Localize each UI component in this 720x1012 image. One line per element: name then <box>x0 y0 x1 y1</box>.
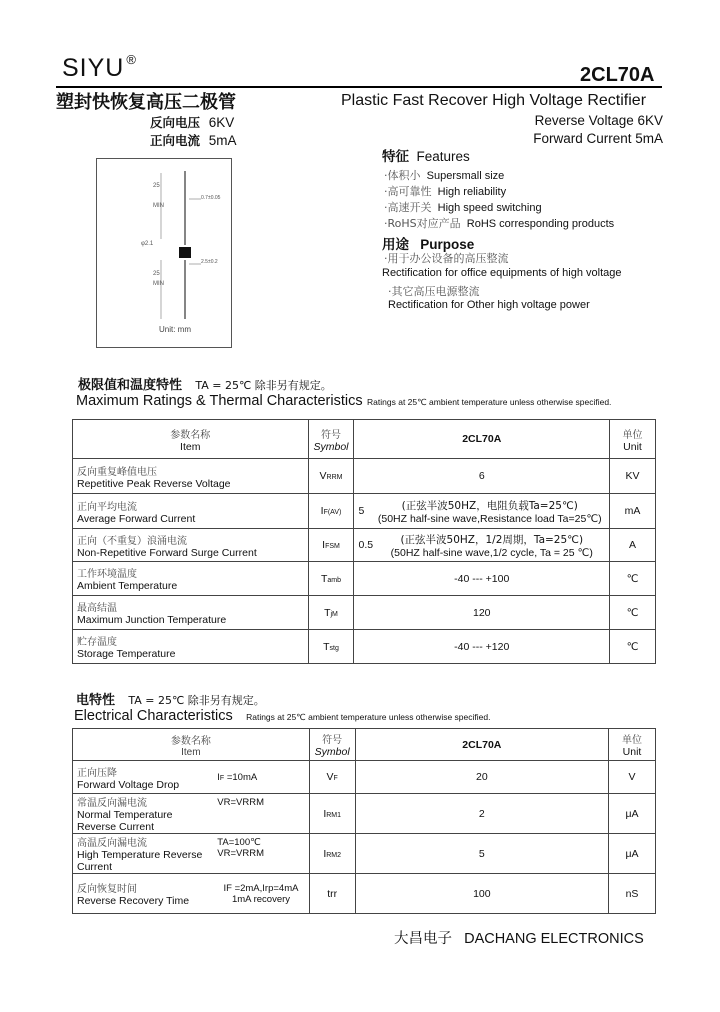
condition-cn: (正弦半波50HZ，1/2周期，Ta=25℃) <box>400 533 584 546</box>
symbol-cell <box>308 630 354 664</box>
symbol-main: T <box>324 606 331 619</box>
condition-cell: TA=100℃ VR=VRRM <box>213 834 309 874</box>
symbol-main: I <box>320 505 324 517</box>
symbol-cell <box>309 794 355 834</box>
electrical-cond-cn: TA = 25℃ 除非另有规定。 <box>128 694 265 707</box>
header-param-en: Item <box>181 746 201 758</box>
header-param-cn: 参数名称 <box>170 735 211 747</box>
param-cn: 工作环境温度 <box>77 569 137 580</box>
param-cn: 高温反向漏电流 <box>77 838 147 849</box>
header-unit <box>609 729 656 761</box>
symbol-sub: RM1 <box>326 811 342 819</box>
table-row <box>73 562 656 596</box>
electrical-title-en: Electrical Characteristics <box>74 708 233 724</box>
symbol-main: I <box>323 807 327 820</box>
feature-item <box>384 199 542 215</box>
header-param-en: Item <box>180 440 201 453</box>
symbol-cell <box>308 494 354 529</box>
symbol-cell <box>308 596 354 630</box>
param-en: Normal Temperature Reverse Current <box>77 809 173 833</box>
value-cell <box>354 494 610 529</box>
param-cell <box>73 494 309 529</box>
table-row <box>73 596 656 630</box>
forward-current-cn <box>150 131 237 149</box>
param-cn: 反向恢复时间 <box>77 884 137 895</box>
symbol-sub: amb <box>327 576 342 584</box>
param-cn: 正向（不重复）浪涌电流 <box>77 535 187 547</box>
electrical-title-cn-row <box>76 689 265 709</box>
param-cell <box>73 874 214 914</box>
symbol-cell <box>308 562 354 596</box>
unit-cell: μA <box>609 834 656 874</box>
table-row <box>73 529 656 562</box>
param-cell <box>73 562 309 596</box>
symbol-cell <box>309 874 355 914</box>
unit-cell: ℃ <box>610 596 656 630</box>
symbol-cell <box>309 761 355 794</box>
param-cell <box>73 761 214 794</box>
condition-cell <box>213 761 309 794</box>
condition-en: (50HZ half-sine wave,1/2 cycle, Ta = 25 ℃) <box>390 546 593 559</box>
forward-current-cn-value: 5mA <box>208 133 237 148</box>
feature-item <box>384 167 504 183</box>
param-en: Maximum Junction Temperature <box>77 614 227 626</box>
value-cell: 100 <box>355 874 608 914</box>
symbol-cell <box>308 459 354 494</box>
param-cell <box>73 630 309 664</box>
symbol-main: I <box>322 539 326 551</box>
condition-line2: 1mA recovery <box>231 893 291 905</box>
symbol-sub: jM <box>330 610 338 618</box>
features-title-cn: 特征 <box>382 149 409 165</box>
param-cell <box>73 596 309 630</box>
feature-item <box>384 215 614 231</box>
max-ratings-note: Ratings at 25℃ ambient temperature unless otherwise specified. <box>367 397 612 407</box>
header-unit-cn: 单位 <box>622 429 643 441</box>
condition-main: I <box>217 771 220 783</box>
part-number: 2CL70A <box>580 64 655 86</box>
symbol-main: trr <box>327 887 338 900</box>
dim-label-body-dia: φ2.1 <box>141 241 154 247</box>
value-cell: 6 <box>354 459 610 494</box>
feature-item-cn: ·高速开关 <box>384 201 432 214</box>
condition-cn: (正弦半波50HZ，电阻负载Ta=25℃) <box>401 499 578 512</box>
header-symbol-en: Symbol <box>313 440 349 453</box>
value-cell: 2 <box>355 794 608 834</box>
electrical-title-cn: 电特性 <box>76 693 116 708</box>
forward-current-en: Forward Current 5mA <box>533 131 663 146</box>
max-ratings-cond-cn: TA = 25℃ 除非另有规定。 <box>195 379 332 392</box>
unit-cell: KV <box>610 459 656 494</box>
header-symbol-en: Symbol <box>314 746 350 758</box>
condition-main: IF =2mA,Irp=4mA <box>223 882 299 894</box>
purpose-item: ·其它高压电源整流 <box>388 285 480 298</box>
value-cell: 120 <box>354 596 610 630</box>
dim-label-bottom-min: MIN <box>153 281 164 287</box>
feature-item-en: Supersmall size <box>426 170 505 182</box>
condition-en: (50HZ half-sine wave,Resistance load Ta=25℃) <box>377 512 602 525</box>
symbol-sub: F(AV) <box>323 509 342 516</box>
param-en: Ambient Temperature <box>77 580 178 592</box>
condition-rest: =10mA <box>224 771 258 783</box>
symbol-main: I <box>323 847 327 860</box>
symbol-cell <box>309 834 355 874</box>
features-title <box>382 145 470 165</box>
unit-cell: mA <box>610 494 656 529</box>
symbol-main: T <box>320 572 328 585</box>
param-en: Average Forward Current <box>77 512 196 525</box>
symbol-cell <box>308 529 354 562</box>
header-unit-cn: 单位 <box>622 735 643 746</box>
reverse-voltage-cn-label: 反向电压 <box>150 115 201 130</box>
header-part: 2CL70A <box>354 420 610 459</box>
reverse-voltage-en: Reverse Voltage 6KV <box>534 113 663 128</box>
table-header-row <box>73 729 656 761</box>
symbol-main: T <box>323 640 330 653</box>
reverse-voltage-cn <box>150 113 234 131</box>
symbol-sub: RM2 <box>326 851 342 859</box>
param-cn: 常温反向漏电流 <box>77 798 147 809</box>
header-unit <box>610 420 656 459</box>
value-number: 0.5 <box>358 539 374 551</box>
purpose-title-cn: 用途 <box>382 237 409 253</box>
value-cell: -40 --- +120 <box>354 630 610 664</box>
features-title-en: Features <box>416 149 470 164</box>
outline-drawing <box>96 158 232 348</box>
param-cn: 反向重复峰值电压 <box>77 466 157 478</box>
unit-cell: V <box>609 761 656 794</box>
value-cell: 20 <box>355 761 608 794</box>
dim-label-lead: 0.7±0.05 <box>201 195 221 201</box>
unit-cell: ℃ <box>610 630 656 664</box>
param-en: High Temperature Reverse Current <box>77 849 203 873</box>
footer-en: DACHANG ELECTRONICS <box>464 931 644 947</box>
footer-cn: 大昌电子 <box>394 931 452 947</box>
max-ratings-title-en: Maximum Ratings & Thermal Characteristics <box>76 393 363 409</box>
table-row <box>73 874 656 914</box>
value-cell: 5 <box>355 834 608 874</box>
header-symbol-cn: 符号 <box>322 735 343 746</box>
table-row <box>73 459 656 494</box>
symbol-sub: RRM <box>326 474 343 481</box>
param-en: Forward Voltage Drop <box>77 778 180 791</box>
header-part: 2CL70A <box>355 729 608 761</box>
feature-item-cn: ·RoHS对应产品 <box>384 217 461 230</box>
param-cn: 贮存温度 <box>77 637 117 648</box>
max-ratings-title-en-row <box>76 392 611 410</box>
value-cell: -40 --- +100 <box>354 562 610 596</box>
logo-text: SIYU <box>62 54 125 82</box>
table-row <box>73 494 656 529</box>
brand-logo <box>62 52 137 83</box>
param-en: Storage Temperature <box>77 648 176 660</box>
header-param <box>73 420 309 459</box>
table-row <box>73 794 656 834</box>
param-cell <box>73 459 309 494</box>
param-en: Reverse Recovery Time <box>77 895 190 907</box>
param-cn: 正向压降 <box>77 767 117 779</box>
reverse-voltage-cn-value: 6KV <box>208 115 235 130</box>
dim-label-body-len: 2.5±0.2 <box>201 259 218 265</box>
max-ratings-title-cn: 极限值和温度特性 <box>78 378 183 393</box>
header-unit-en: Unit <box>622 746 642 758</box>
purpose-item: Rectification for office equipments of high voltage <box>382 267 622 279</box>
value-cell <box>354 529 610 562</box>
registered-mark: ® <box>126 52 137 67</box>
param-cell <box>73 794 214 834</box>
unit-cell: A <box>610 529 656 562</box>
header-symbol <box>308 420 354 459</box>
condition-sub: F <box>219 774 225 782</box>
forward-current-cn-label: 正向电流 <box>150 133 201 148</box>
feature-item-cn: ·高可靠性 <box>384 185 432 198</box>
symbol-sub: stg <box>329 644 339 652</box>
electrical-table <box>72 728 656 914</box>
electrical-title-en-row <box>74 707 490 725</box>
dim-label-top-value: 25 <box>153 183 160 189</box>
param-cn: 正向平均电流 <box>77 501 137 513</box>
param-cell <box>73 834 214 874</box>
max-ratings-title-cn-row <box>78 374 332 394</box>
value-number: 5 <box>358 505 365 517</box>
header-symbol <box>309 729 355 761</box>
symbol-main: V <box>326 771 334 783</box>
condition-cell <box>213 874 309 914</box>
dim-label-top-min: MIN <box>153 203 164 209</box>
condition-cell: VR=VRRM <box>213 794 309 834</box>
title-en: Plastic Fast Recover High Voltage Rectifier <box>341 92 647 109</box>
param-en: Non-Repetitive Forward Surge Current <box>77 546 257 559</box>
drawing-unit-label: Unit: mm <box>159 325 191 334</box>
unit-cell: ℃ <box>610 562 656 596</box>
header-unit-en: Unit <box>623 440 642 453</box>
purpose-item: Rectification for Other high voltage power <box>388 299 590 311</box>
param-cn: 最高结温 <box>77 603 117 614</box>
header-param-cn: 参数名称 <box>170 429 211 441</box>
header-param <box>73 729 310 761</box>
feature-item-cn: ·体积小 <box>384 169 421 182</box>
symbol-sub: FSM <box>325 543 340 550</box>
header-symbol-cn: 符号 <box>320 429 341 441</box>
param-en: Repetitive Peak Reverse Voltage <box>77 477 231 490</box>
feature-item-en: High reliability <box>437 186 507 198</box>
electrical-note: Ratings at 25℃ ambient temperature unless otherwise specified. <box>246 712 491 722</box>
feature-item <box>384 183 506 199</box>
diode-outline-svg <box>97 159 231 347</box>
diode-body <box>179 247 191 258</box>
unit-cell: nS <box>609 874 656 914</box>
unit-cell: μA <box>609 794 656 834</box>
footer <box>394 927 644 948</box>
table-row <box>73 834 656 874</box>
max-ratings-table <box>72 419 656 664</box>
title-cn: 塑封快恢复高压二极管 <box>56 92 236 113</box>
symbol-sub: F <box>333 775 338 782</box>
table-row <box>73 630 656 664</box>
feature-item-en: RoHS corresponding products <box>466 218 615 230</box>
table-row <box>73 761 656 794</box>
param-cell <box>73 529 309 562</box>
dim-label-bottom-value: 25 <box>153 271 160 277</box>
purpose-item: ·用于办公设备的高压整流 <box>384 252 509 265</box>
feature-item-en: High speed switching <box>437 202 542 214</box>
symbol-main: V <box>319 470 327 482</box>
purpose-title-en: Purpose <box>420 237 475 252</box>
table-header-row <box>73 420 656 459</box>
